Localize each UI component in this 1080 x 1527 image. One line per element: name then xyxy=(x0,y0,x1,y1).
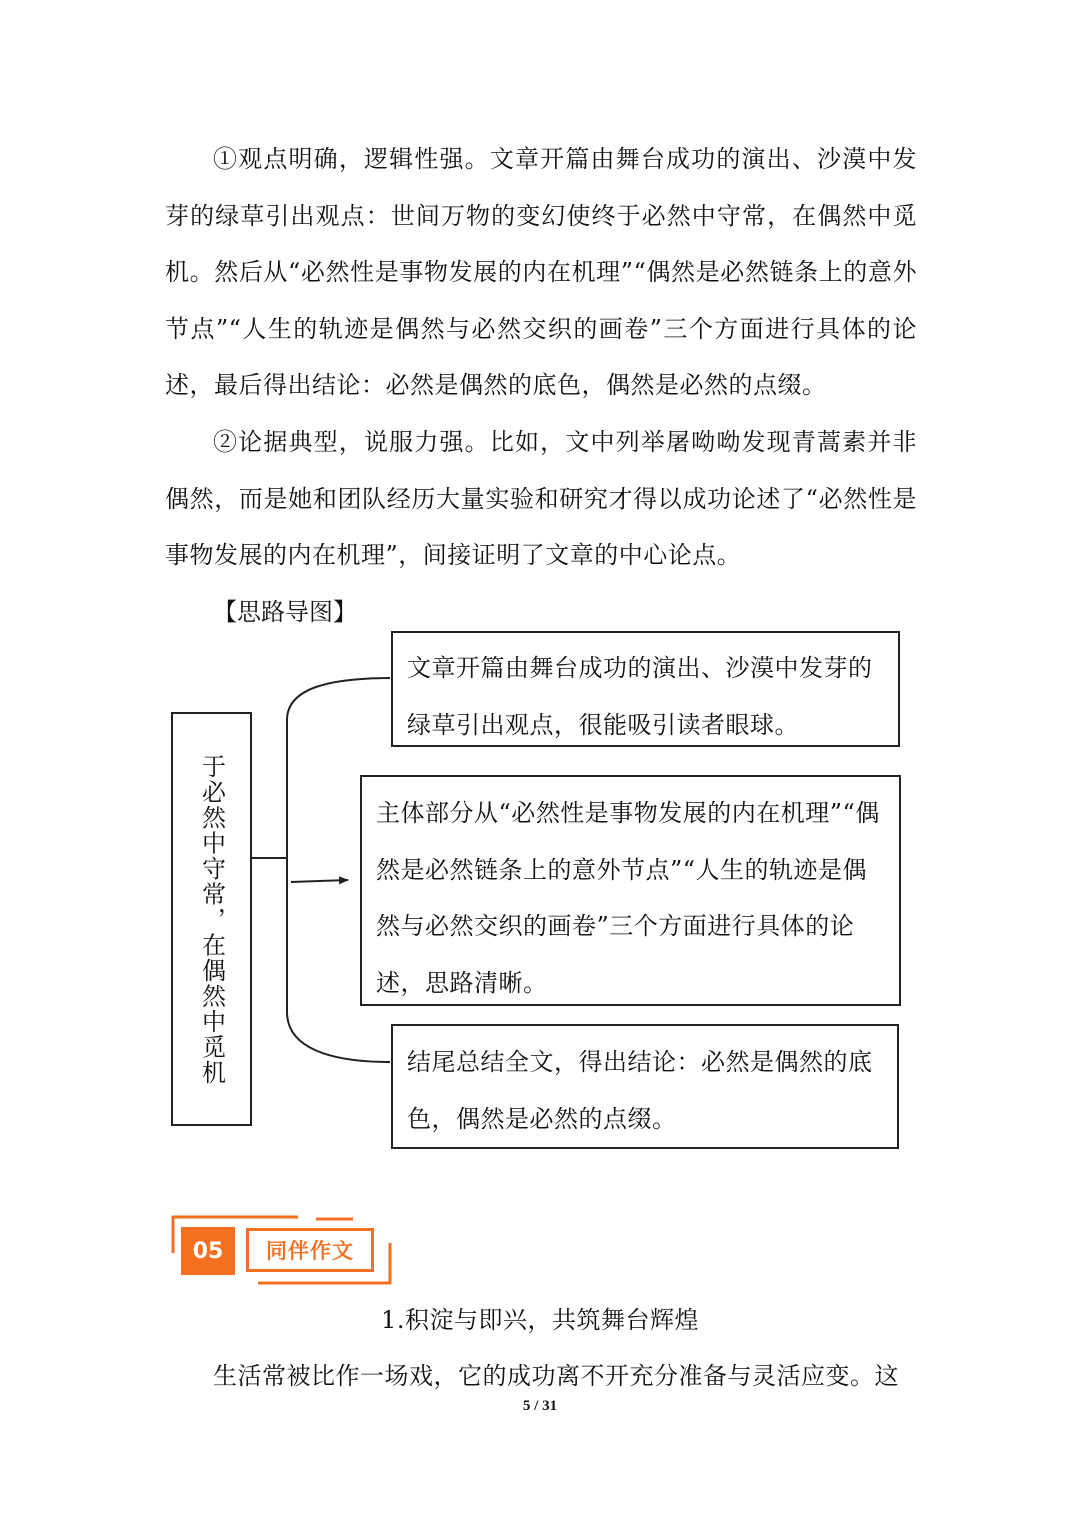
mindmap-branch-opening: 文章开篇由舞台成功的演出、沙漠中发芽的绿草引出观点，很能吸引读者眼球。 xyxy=(391,631,900,747)
section-badge xyxy=(168,1213,398,1287)
essay-title: 1.积淀与即兴，共筑舞台辉煌 xyxy=(381,1306,699,1334)
essay-first-line: 生活常被比作一场戏，它的成功离不开充分准备与灵活应变。这 xyxy=(213,1362,899,1390)
section-label: 同伴作文 xyxy=(246,1228,374,1272)
mindmap-center-box xyxy=(171,712,252,1126)
mindmap-branch-ending: 结尾总结全文，得出结论：必然是偶然的底色，偶然是必然的点缀。 xyxy=(391,1024,899,1149)
mindmap-center-text: 于必然中守常，在偶然中觅机 xyxy=(197,754,226,1086)
page-number: 5 / 31 xyxy=(522,1398,558,1414)
mindmap-title: 【思路导图】 xyxy=(213,598,357,626)
arrow-to-middle-box xyxy=(291,880,348,882)
mindmap-branch-body: 主体部分从“必然性是事物发展的内在机理”“偶然是必然链条上的意外节点”“人生的轨迹是偶然与必然交织的画卷”三个方面进行具体的论述，思路清晰。 xyxy=(360,775,901,1006)
section-number: 05 xyxy=(181,1227,235,1275)
analysis-paragraph-2: ②论据典型，说服力强。比如，文中列举屠呦呦发现青蒿素并非偶然，而是她和团队经历大量实验和研究才得以成功论述了“必然性是事物发展的内在机理”，间接证明了文章的中心论点。 xyxy=(165,428,917,569)
analysis-paragraph-1: ①观点明确，逻辑性强。文章开篇由舞台成功的演出、沙漠中发芽的绿草引出观点：世间万物的变幻使终于必然中守常，在偶然中觅机。然后从“必然性是事物发展的内在机理”“偶然是必然链条上的意外节点”“人生的轨迹是偶然与必然交织的画卷”三个方面进行具体的论述，最后得出结论：必然是偶然的底色，偶然是必然的点缀。 xyxy=(165,145,917,399)
